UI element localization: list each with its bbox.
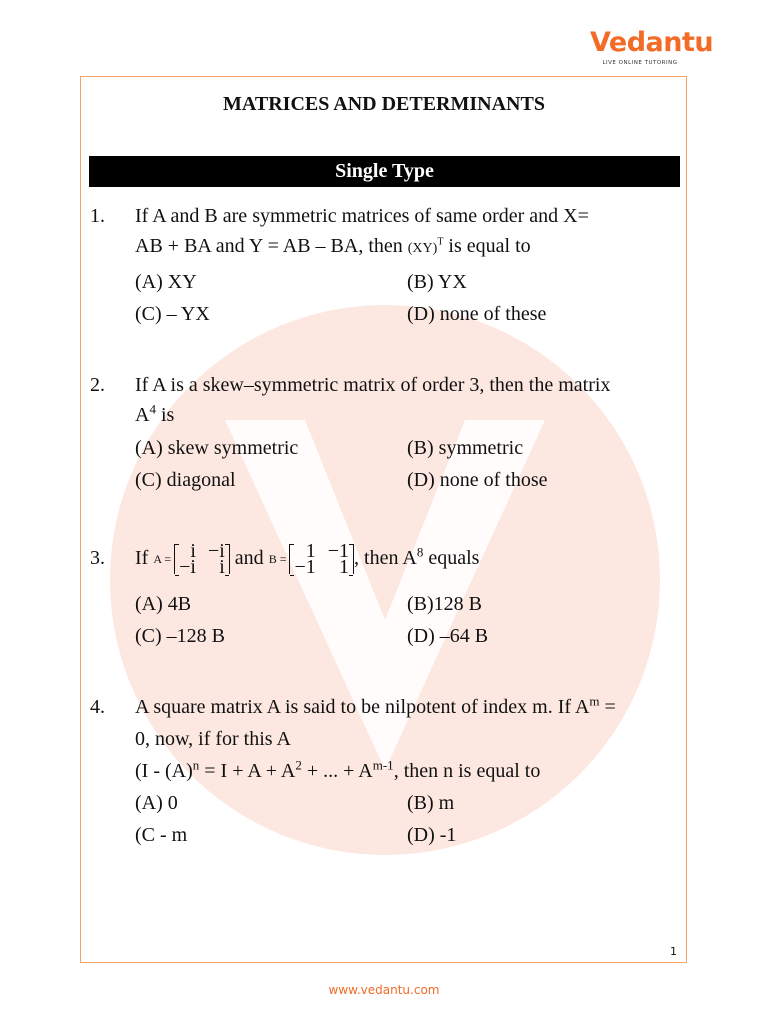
q1-option-d: (D) none of these bbox=[407, 303, 547, 325]
section-banner: Single Type bbox=[89, 156, 680, 187]
q4-l3-part: = I + A + A bbox=[199, 760, 296, 782]
matrix-cell: −i bbox=[179, 556, 196, 579]
q2-line1: If A is a skew–symmetric matrix of order 3, then the matrix bbox=[135, 374, 611, 396]
q3-number: 3. bbox=[90, 547, 105, 569]
q2-line2 bbox=[135, 403, 174, 427]
q3-option-a: (A) 4B bbox=[135, 593, 192, 615]
q4-l3-sup: 2 bbox=[295, 757, 302, 773]
q3-option-b: (B)128 B bbox=[407, 593, 482, 615]
q4-l3-part: (I - (A) bbox=[135, 760, 193, 782]
matrix-cell: 1 bbox=[339, 556, 350, 579]
q2-option-b: (B) symmetric bbox=[407, 437, 524, 459]
q1-expr: (XY) bbox=[407, 241, 438, 256]
q1-expr-sup: T bbox=[437, 236, 444, 248]
q2-option-d: (D) none of those bbox=[407, 469, 548, 491]
matrix-cell: 1 bbox=[305, 540, 316, 563]
q3-matrix-a-label: A = bbox=[153, 552, 172, 567]
q1-line2 bbox=[135, 234, 531, 261]
q4-line2: 0, now, if for this A bbox=[135, 728, 291, 750]
page-number: 1 bbox=[670, 945, 677, 958]
q3-matrix-b-label: B = bbox=[268, 552, 287, 567]
q3-then2: equals bbox=[423, 547, 480, 569]
q2-line2-sup: 4 bbox=[149, 401, 156, 417]
q3-matrix-b bbox=[289, 540, 354, 579]
q4-line3 bbox=[135, 759, 540, 783]
q3-and: and bbox=[234, 547, 264, 569]
page-title: MATRICES AND DETERMINANTS bbox=[223, 93, 545, 115]
q3-then: then A bbox=[364, 547, 417, 569]
q4-l3-part: + ... + A bbox=[301, 760, 373, 782]
q4-line1a: A square matrix A is said to be nilpotent of index m. If A bbox=[135, 696, 590, 718]
q1-line2b: is equal to bbox=[443, 235, 531, 257]
q3-option-d: (D) –64 B bbox=[407, 625, 489, 647]
logo-tagline: LIVE ONLINE TUTORING bbox=[602, 60, 678, 66]
footer-link[interactable]: www.vedantu.com bbox=[328, 983, 440, 997]
q4-option-a: (A) 0 bbox=[135, 792, 178, 814]
q4-line1b: = bbox=[599, 696, 616, 718]
matrix-cell: −1 bbox=[294, 556, 316, 579]
q4-number: 4. bbox=[90, 696, 105, 718]
q1-option-c: (C) – YX bbox=[135, 303, 210, 325]
q1-line2a: AB + BA and Y = AB – BA, then bbox=[135, 235, 408, 257]
q4-l3-sup: m-1 bbox=[372, 757, 394, 773]
q3-then-sup: 8 bbox=[416, 544, 424, 560]
matrix-cell: −1 bbox=[327, 540, 350, 563]
q1-option-b: (B) YX bbox=[407, 271, 467, 293]
matrix-cell: −i bbox=[207, 540, 225, 563]
q3-matrix-a bbox=[174, 540, 230, 579]
q2-option-c: (C) diagonal bbox=[135, 469, 236, 491]
q4-option-c: (C - m bbox=[135, 824, 188, 846]
q4-line1 bbox=[135, 695, 616, 719]
q4-option-d: (D) -1 bbox=[407, 824, 457, 846]
q1-line1: If A and B are symmetric matrices of same order and X= bbox=[135, 205, 589, 227]
q4-l3-sup: n bbox=[192, 757, 200, 773]
q2-number: 2. bbox=[90, 374, 105, 396]
q4-line1-sup: m bbox=[589, 693, 600, 709]
q3-comma: , bbox=[354, 547, 360, 569]
matrix-cell: i bbox=[219, 556, 225, 579]
matrix-cell: i bbox=[190, 540, 196, 563]
q2-option-a: (A) skew symmetric bbox=[135, 437, 299, 459]
logo-wordmark: Vedantu bbox=[590, 27, 714, 58]
q4-l3-part: , then n is equal to bbox=[393, 760, 541, 782]
q2-line2b: is bbox=[155, 404, 175, 426]
q3-if: If bbox=[135, 547, 149, 569]
q4-option-b: (B) m bbox=[407, 792, 455, 814]
q1-number: 1. bbox=[90, 205, 105, 227]
q2-line2a: A bbox=[135, 404, 150, 426]
q3-option-c: (C) –128 B bbox=[135, 625, 225, 647]
vedantu-logo bbox=[590, 27, 714, 66]
q1-option-a: (A) XY bbox=[135, 271, 197, 293]
q3-line1 bbox=[135, 537, 479, 580]
